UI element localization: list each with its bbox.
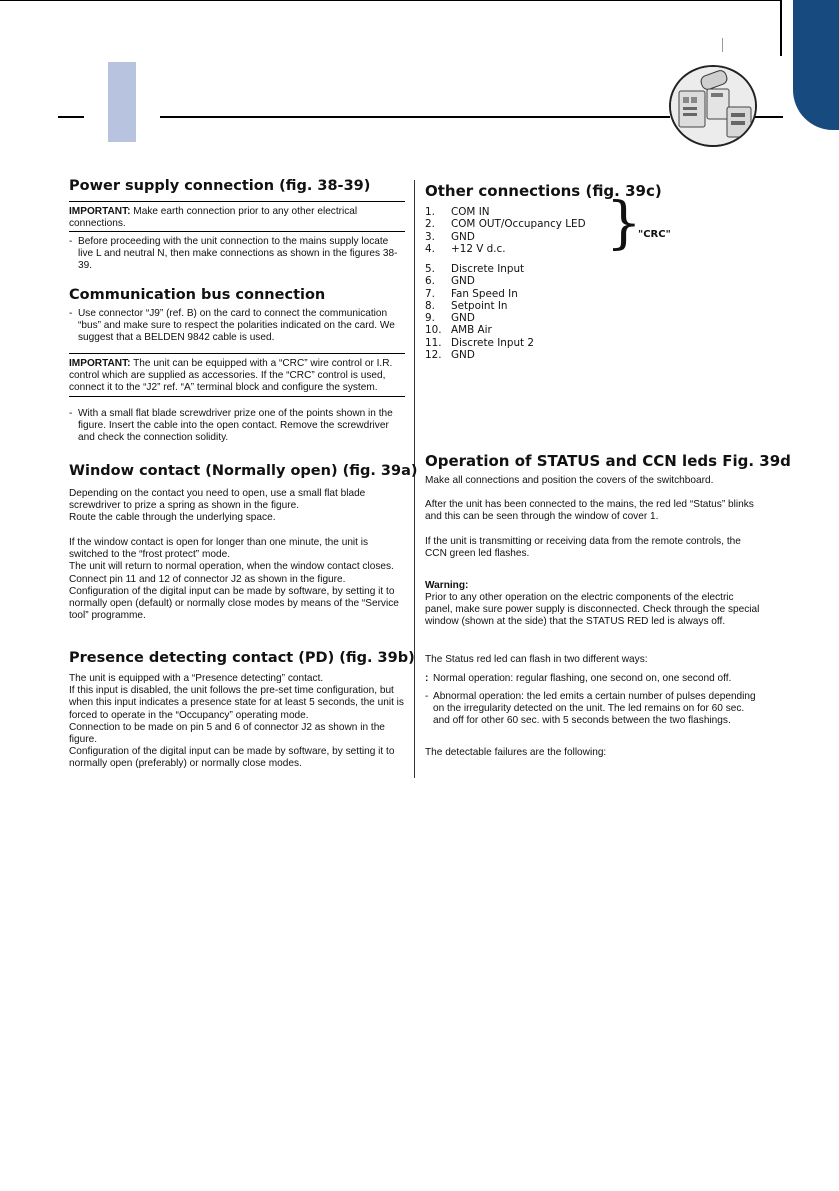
status-bullet-2: Abnormal operation: the led emits a certain number of pulses depending on the irregularity detected on the unit. The led remains on for 60 sec. and off for other 60 sec. with 5 seconds between the two flashings.: [433, 691, 756, 727]
power-supply-heading: Power supply connection (fig. 38-39): [69, 178, 371, 194]
list-item: 9. GND: [425, 312, 475, 325]
bullet-marker: -: [69, 408, 73, 419]
list-item: 3. GND: [425, 230, 475, 243]
column-divider: [414, 180, 415, 778]
crc-label: "CRC": [638, 229, 671, 240]
bullet-marker: -: [69, 308, 73, 319]
connections-list-a: [425, 206, 586, 255]
bus-bullet2-text: With a small flat blade screwdriver prize one of the points shown in the figure. Insert the cable into the open contact. Remove the screwdriver and check the connection solidity.: [78, 408, 393, 444]
other-connections-heading: Other connections (fig. 39c): [425, 182, 662, 200]
status-para-5: The detectable failures are the following:: [425, 747, 607, 758]
important-text: The unit can be equipped with a “CRC” wire control or I.R. control which are supplied as accessories. If the “CRC” control is used, connect it to the “J2” ref. “A” terminal block and configure the system.: [69, 358, 393, 394]
window-para-1: Depending on the contact you need to open, use a small flat blade screwdriver to prize a spring as shown in the figure. Route the cable through the underlying space.: [69, 488, 366, 524]
window-contact-heading: Window contact (Normally open) (fig. 39a): [69, 463, 418, 479]
list-item: 10. AMB Air: [425, 324, 492, 337]
bus-bullet-text: Use connector “J9” (ref. B) on the card to connect the communication “bus” and make sure to respect the polarities indicated on the card. We suggest that a BELDEN 9842 cable is used.: [78, 308, 395, 344]
status-para-2: After the unit has been connected to the mains, the red led “Status” blinks and this can be seen through the window of cover 1.: [425, 499, 754, 523]
bus-important-note: [69, 358, 405, 395]
list-item: 12. GND: [425, 349, 475, 362]
important-rule-top: [69, 353, 405, 354]
bullet-marker: -: [425, 691, 429, 702]
status-para-1: Make all connections and position the covers of the switchboard.: [425, 475, 714, 486]
warning-label: Warning:: [425, 580, 469, 591]
status-leds-heading: Operation of STATUS and CCN leds Fig. 39d: [425, 452, 791, 470]
header-vertical-line: [780, 0, 782, 56]
list-item: 2. COM OUT/Occupancy LED: [425, 218, 586, 231]
warning-text: Prior to any other operation on the electric components of the electric panel, make sure power supply is disconnected. Check through the special window (shown at the side) that the STATUS RED led is always off.: [425, 592, 760, 628]
power-bullet-text: Before proceeding with the unit connection to the mains supply locate live L and neutral N, then make connections as shown in the figures 38-39.: [78, 236, 398, 272]
header-rule-main: [160, 116, 670, 118]
status-para-4: The Status red led can flash in two different ways:: [425, 654, 648, 665]
status-para-3: If the unit is transmitting or receiving data from the remote controls, the CCN green led flashes.: [425, 536, 741, 560]
section-marker: [108, 62, 136, 142]
important-label: IMPORTANT:: [69, 358, 131, 369]
blue-side-tab: [793, 0, 839, 130]
connections-list-b: [425, 263, 534, 361]
presence-para: The unit is equipped with a “Presence detecting” contact. If this input is disabled, the unit follows the pre-set time configuration, but when this input indicates a presence state for at least 5 seconds, the unit is forced to operate in the “Occupancy” operating mode. Connection to be made on pin 5 and 6 of connector J2 as shown in the figure. Configuration of the digital input can be made by software, by setting it to normally open (preferably) or normally close modes.: [69, 673, 404, 770]
presence-contact-heading: Presence detecting contact (PD) (fig. 39b): [69, 650, 415, 666]
list-item: 4. +12 V d.c.: [425, 242, 506, 255]
crc-brace-icon: }: [606, 191, 642, 256]
list-item: 11. Discrete Input 2: [425, 336, 535, 349]
list-item: 5. Discrete Input: [425, 263, 525, 275]
unit-illustration-icon: [671, 67, 755, 145]
list-item: 8. Setpoint In: [425, 299, 508, 312]
power-important-note: [69, 206, 405, 230]
list-item: 1. COM IN: [425, 206, 490, 218]
unit-thumbnail-image: [669, 65, 757, 147]
important-rule-top: [69, 201, 405, 202]
list-item: 7. Fan Speed In: [425, 287, 518, 300]
list-item: 6. GND: [425, 275, 475, 288]
communication-bus-heading: Communication bus connection: [69, 287, 326, 303]
important-text: Make earth connection prior to any other electrical connections.: [69, 206, 358, 230]
important-rule-bottom: [69, 231, 405, 232]
top-border-line: [0, 0, 780, 1]
important-label: IMPORTANT:: [69, 206, 131, 217]
bullet-marker: -: [69, 236, 73, 247]
header-tick: [722, 38, 723, 52]
header-rule-left: [58, 116, 84, 118]
status-bullet-1: Normal operation: regular flashing, one second on, one second off.: [433, 673, 732, 684]
bullet-marker: :: [425, 673, 429, 684]
important-rule-bottom: [69, 396, 405, 397]
header-rule-right: [753, 116, 783, 118]
window-para-2: If the window contact is open for longer than one minute, the unit is switched to the “frost protect” mode. The unit will return to normal operation, when the window contact closes. Connect pin 11 and 12 of connector J2 as shown in the figure. Configuration of the digital input can be made by software, by setting it to normally open (default) or normally close modes by means of the “Service tool” programme.: [69, 537, 399, 622]
